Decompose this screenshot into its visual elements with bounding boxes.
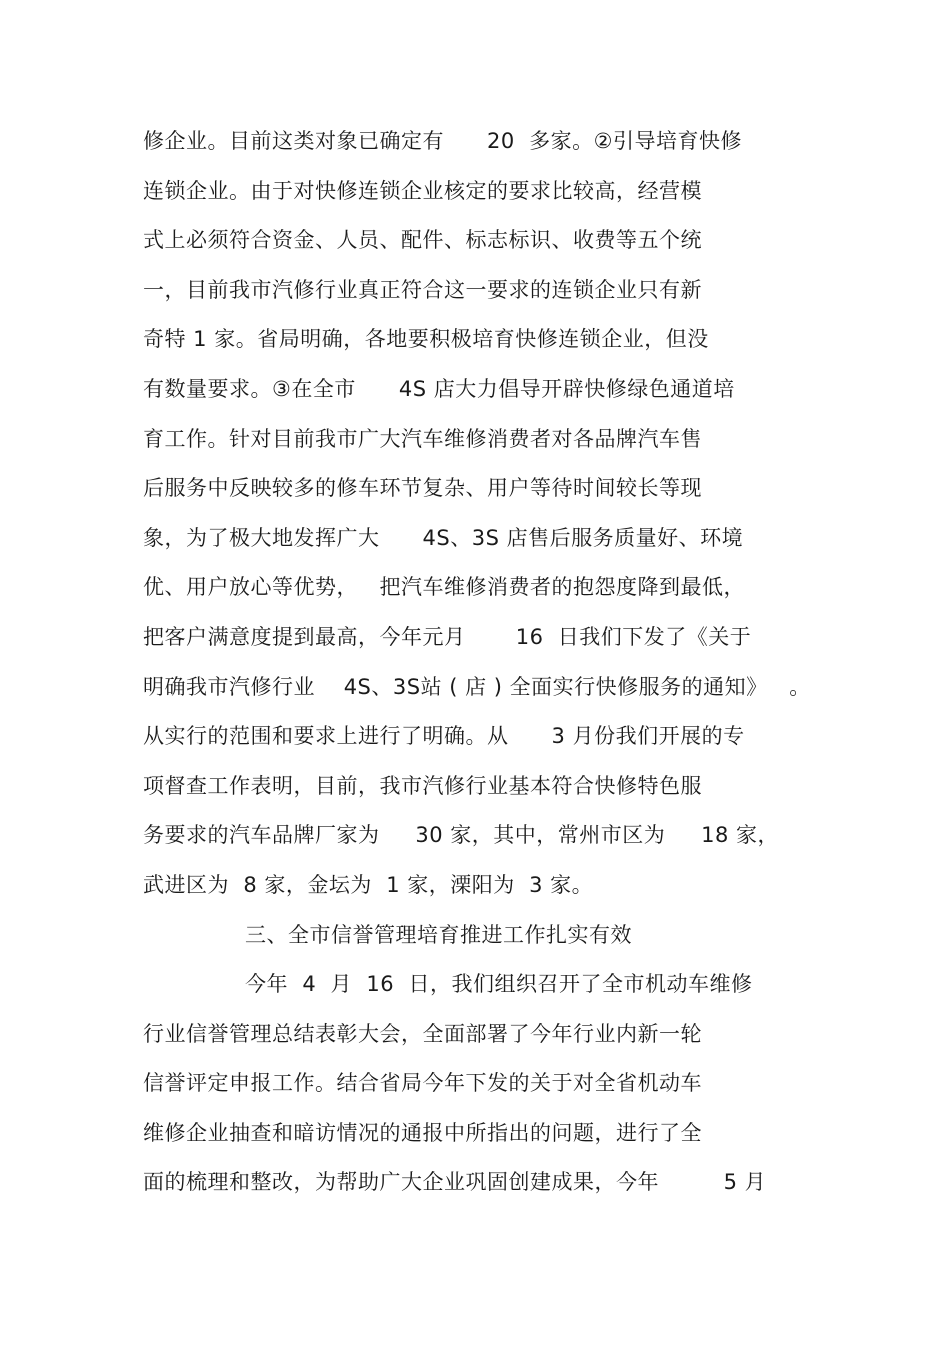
paragraph-line: 面的梳理和整改，为帮助广大企业巩固创建成果，今年 5 月 bbox=[143, 1170, 767, 1195]
paragraph-line: 奇特 1 家。省局明确，各地要积极培育快修连锁企业，但没 bbox=[143, 327, 709, 352]
paragraph-line: 连锁企业。由于对快修连锁企业核定的要求比较高，经营模 bbox=[143, 178, 702, 203]
paragraph-line: 把客户满意度提到最高，今年元月 16 日我们下发了《关于 bbox=[143, 624, 752, 649]
paragraph-line: 行业信誉管理总结表彰大会，全面部署了今年行业内新一轮 bbox=[143, 1021, 702, 1046]
paragraph-line-indented: 今年 4 月 16 日，我们组织召开了全市机动车维修 bbox=[245, 972, 753, 997]
paragraph-line: 象，为了极大地发挥广大 4S、3S 店售后服务质量好、环境 bbox=[143, 525, 744, 550]
paragraph-line: 有数量要求。③在全市 4S 店大力倡导开辟快修绿色通道培 bbox=[143, 376, 735, 401]
paragraph-line: 项督查工作表明，目前，我市汽修行业基本符合快修特色服 bbox=[143, 773, 702, 798]
paragraph-line: 优、用户放心等优势， 把汽车维修消费者的抱怨度降到最低， bbox=[143, 575, 746, 600]
paragraph-line: 信誉评定申报工作。结合省局今年下发的关于对全省机动车 bbox=[143, 1071, 702, 1096]
paragraph-line: 务要求的汽车品牌厂家为 30 家，其中，常州市区为 18 家， bbox=[143, 823, 780, 848]
paragraph-line: 一，目前我市汽修行业真正符合这一要求的连锁企业只有新 bbox=[143, 277, 702, 302]
paragraph-line: 育工作。针对目前我市广大汽车维修消费者对各品牌汽车售 bbox=[143, 426, 702, 451]
paragraph-line: 修企业。目前这类对象已确定有 20 多家。②引导培育快修 bbox=[143, 129, 742, 153]
paragraph-line: 明确我市汽修行业 4S、3S站 ( 店 ) 全面实行快修服务的通知》 。 bbox=[143, 674, 811, 699]
paragraph-line: 维修企业抽查和暗访情况的通报中所指出的问题，进行了全 bbox=[143, 1120, 702, 1145]
paragraph-line: 后服务中反映较多的修车环节复杂、用户等待时间较长等现 bbox=[143, 476, 702, 501]
document-body bbox=[143, 117, 823, 1208]
paragraph-line: 从实行的范围和要求上进行了明确。从 3 月份我们开展的专 bbox=[143, 724, 745, 749]
paragraph-line: 式上必须符合资金、人员、配件、标志标识、收费等五个统 bbox=[143, 228, 702, 253]
paragraph-line-indented: 三、全市信誉管理培育推进工作扎实有效 bbox=[245, 922, 632, 947]
paragraph-line: 武进区为 8 家，金坛为 1 家，溧阳为 3 家。 bbox=[143, 872, 594, 897]
